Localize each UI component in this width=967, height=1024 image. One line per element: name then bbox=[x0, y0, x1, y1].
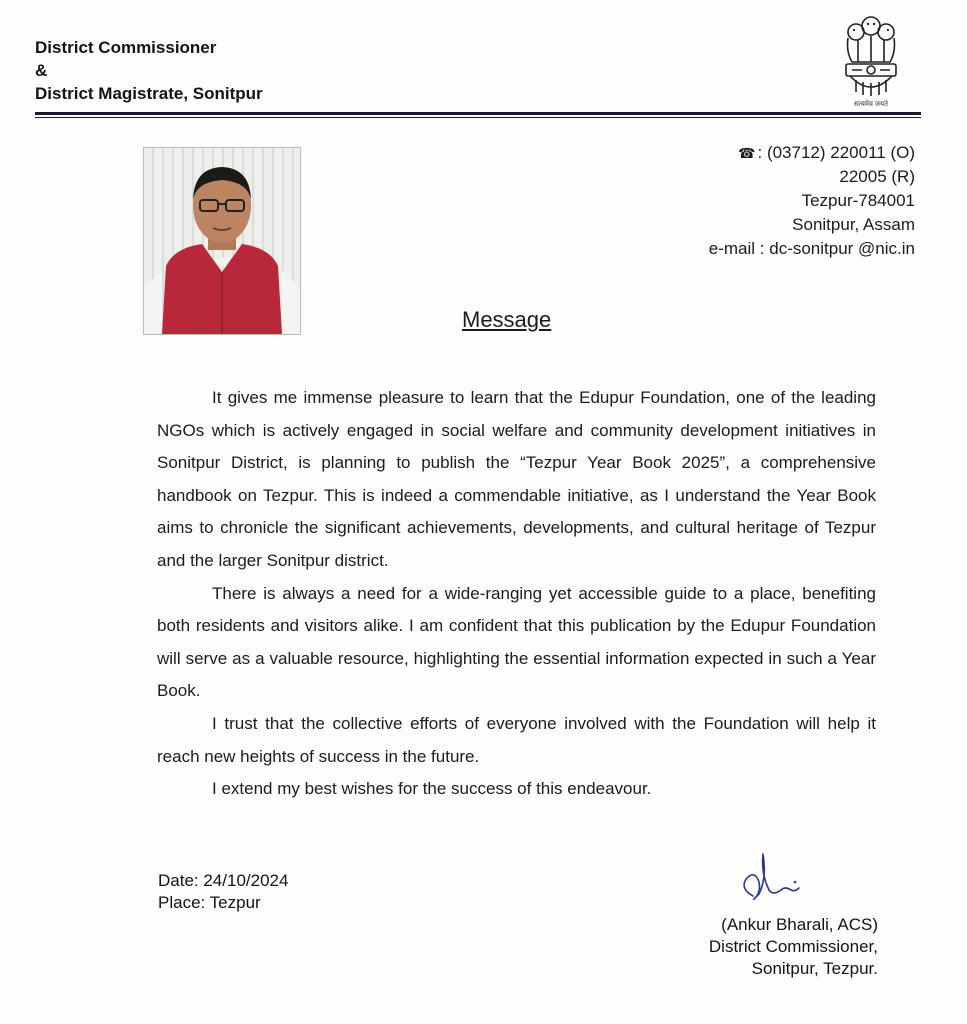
contact-block bbox=[709, 141, 915, 261]
signatory-name: (Ankur Bharali, ACS) bbox=[721, 915, 878, 934]
signatory-designation: District Commissioner, bbox=[708, 937, 878, 956]
letterhead-line-2: & bbox=[35, 61, 48, 80]
address-city: Tezpur-784001 bbox=[801, 191, 915, 210]
letter-place: Place: Tezpur bbox=[158, 893, 261, 912]
letter-date: Date: 24/10/2024 bbox=[158, 871, 289, 890]
message-body bbox=[157, 382, 876, 806]
phone-office: : (03712) 220011 (O) bbox=[757, 143, 915, 162]
signatory-location: Sonitpur, Tezpur. bbox=[751, 959, 878, 978]
signature-image bbox=[733, 848, 807, 904]
portrait-image bbox=[144, 148, 300, 334]
letterhead-rule bbox=[35, 112, 921, 115]
emblem-motto: सत्यमेव जयते bbox=[853, 101, 889, 108]
signoff-block bbox=[709, 914, 878, 980]
message-paragraph: There is always a need for a wide-ranging yet accessible guide to a place, benefiting both residents and visitors alike. I am confident that this publication by the Edupur Foundation will serve as a valuable resource, highlighting the essential information expected in such a Year Book. bbox=[157, 583, 876, 701]
date-place-block bbox=[158, 870, 288, 914]
address-state: Sonitpur, Assam bbox=[792, 215, 915, 234]
message-paragraph: I extend my best wishes for the success of this endeavour. bbox=[212, 779, 652, 799]
letterhead-title bbox=[35, 36, 263, 105]
phone-residence: 22005 (R) bbox=[839, 167, 915, 186]
letterhead-rule-thin bbox=[35, 117, 921, 118]
phone-office-line bbox=[709, 141, 915, 165]
official-photo bbox=[143, 147, 301, 335]
telephone-icon: ☎ bbox=[738, 145, 756, 161]
letterhead-line-3: District Magistrate, Sonitpur bbox=[35, 84, 263, 103]
letterhead-line-1: District Commissioner bbox=[35, 38, 217, 57]
message-paragraph: It gives me immense pleasure to learn that the Edupur Foundation, one of the leading NGOs which is actively engaged in social welfare and community development initiatives in Sonitpur District, is planning to publish the “Tezpur Year Book 2025”, a comprehensive handbook on Tezpur. This is indeed a commendable initiative, as I understand the Year Book aims to chronicle the significant achievements, developments, and cultural heritage of Tezpur and the larger Sonitpur district. bbox=[157, 388, 876, 570]
email-address: e-mail : dc-sonitpur @nic.in bbox=[708, 239, 915, 258]
message-title: Message bbox=[462, 307, 552, 332]
message-paragraph: I trust that the collective efforts of everyone involved with the Foundation will help it reach new heights of success in the future. bbox=[157, 713, 876, 766]
national-emblem-icon bbox=[836, 8, 906, 112]
